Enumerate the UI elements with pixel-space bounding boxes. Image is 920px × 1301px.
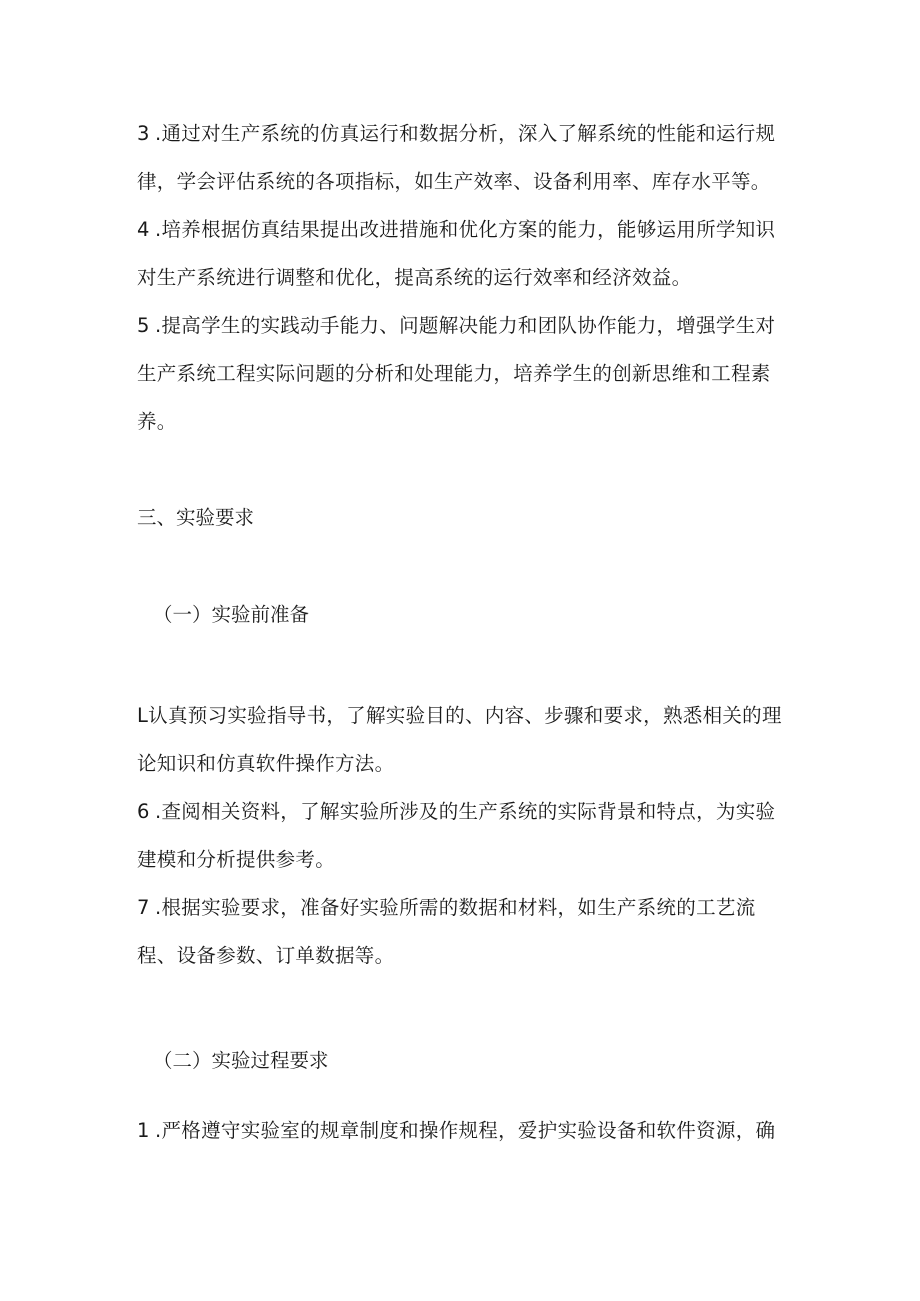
item-text: .通过对生产系统的仿真运行和数据分析，深入了解系统的性能和运行规律，学会评估系统的各项指标，如生产效率、设备利用率、库存水平等。 [137, 122, 776, 193]
subsection-title-process: （二）实验过程要求 [153, 1049, 329, 1072]
list-item-prep-1 [137, 692, 787, 788]
item-number: 4 [137, 218, 150, 241]
section-heading: 三、实验要求 [137, 506, 255, 529]
list-item-process-1 [137, 1107, 787, 1155]
list-item-7 [137, 884, 787, 980]
list-item-4 [137, 206, 787, 302]
item-text: L认真预习实验指导书，了解实验目的、内容、步骤和要求，熟悉相关的理论知识和仿真软件操作方法。 [137, 704, 782, 775]
list-item-5 [137, 302, 787, 446]
item-number: 5 [137, 314, 150, 337]
list-item-6 [137, 788, 787, 884]
item-number: 6 [137, 800, 150, 823]
subsection-title-prep: （一）实验前准备 [153, 603, 310, 626]
item-number: 3 [137, 122, 150, 145]
list-item-3 [137, 110, 787, 206]
item-number: 1 [137, 1119, 150, 1142]
item-number: 7 [137, 896, 150, 919]
item-text: .严格遵守实验室的规章制度和操作规程，爱护实验设备和软件资源，确 [155, 1119, 776, 1142]
item-text: .培养根据仿真结果提出改进措施和优化方案的能力，能够运用所学知识对生产系统进行调整和优化，提高系统的运行效率和经济效益。 [137, 218, 776, 289]
item-text: .查阅相关资料，了解实验所涉及的生产系统的实际背景和特点，为实验建模和分析提供参考。 [137, 800, 776, 871]
item-text: .根据实验要求，准备好实验所需的数据和材料，如生产系统的工艺流程、设备参数、订单数据等。 [137, 896, 756, 967]
item-text: .提高学生的实践动手能力、问题解决能力和团队协作能力，增强学生对生产系统工程实际问题的分析和处理能力，培养学生的创新思维和工程素养。 [137, 314, 776, 433]
